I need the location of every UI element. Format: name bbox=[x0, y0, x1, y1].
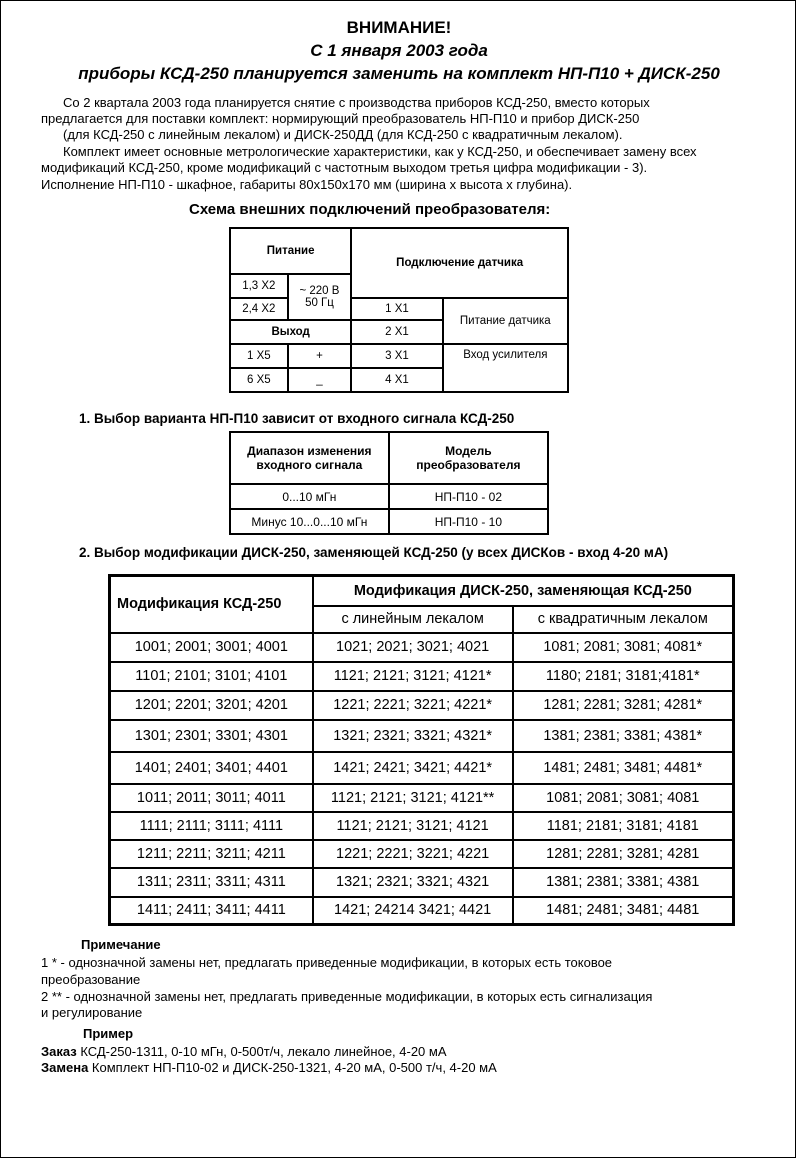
variant-col-model bbox=[389, 432, 548, 484]
output-terminal: 1 Х5 bbox=[230, 344, 288, 368]
modification-table bbox=[108, 574, 735, 926]
variant-col-range-line2: входного сигнала bbox=[256, 458, 363, 472]
ksd-cell: 1301; 2301; 3301; 4301 bbox=[110, 720, 313, 752]
ksd-cell: 1211; 2211; 3211; 4211 bbox=[110, 840, 313, 868]
power-frequency: 50 Гц bbox=[305, 297, 334, 309]
linear-cell: 1321; 2321; 3321; 4321* bbox=[313, 720, 513, 752]
variant-range-cell: 0...10 мГн bbox=[230, 484, 389, 509]
power-terminal: 1,3 Х2 bbox=[230, 274, 288, 298]
linear-cell: 1021; 2021; 3021; 4021 bbox=[313, 633, 513, 662]
modification-sub-linear: с линейным лекалом bbox=[313, 606, 513, 633]
output-terminal: 6 Х5 bbox=[230, 368, 288, 392]
variant-model-cell: НП-П10 - 10 bbox=[389, 509, 548, 534]
quadratic-cell: 1381; 2381; 3381; 4381* bbox=[513, 720, 734, 752]
ksd-cell: 1011; 2011; 3011; 4011 bbox=[110, 784, 313, 812]
output-header: Выход bbox=[230, 320, 351, 344]
ksd-cell: 1101; 2101; 3101; 4101 bbox=[110, 662, 313, 691]
sensor-terminal: 4 Х1 bbox=[351, 368, 442, 392]
variant-col-range bbox=[230, 432, 389, 484]
note-2-line-2: и регулирование bbox=[41, 1005, 143, 1020]
quadratic-cell: 1081; 2081; 3081; 4081 bbox=[513, 784, 734, 812]
intro-line-2: предлагается для поставки комплект: нормирующий преобразователь НП-П10 и прибор ДИСК-250 bbox=[41, 111, 640, 126]
intro-line-3: (для КСД-250 с линейным лекалом) и ДИСК-250ДД (для КСД-250 с квадратичным лекалом). bbox=[63, 127, 623, 142]
note-1-line-1: 1 * - однозначной замены нет, предлагать приведенные модификации, в которых есть токовое bbox=[41, 955, 613, 970]
linear-cell: 1221; 2221; 3221; 4221 bbox=[313, 840, 513, 868]
variant-model-cell: НП-П10 - 02 bbox=[389, 484, 548, 509]
power-value-cell bbox=[288, 274, 352, 320]
linear-cell: 1121; 2121; 3121; 4121 bbox=[313, 812, 513, 840]
connection-scheme-table bbox=[229, 227, 569, 393]
ksd-cell: 1001; 2001; 3001; 4001 bbox=[110, 633, 313, 662]
quadratic-cell: 1381; 2381; 3381; 4381 bbox=[513, 868, 734, 897]
notes-title: Примечание bbox=[81, 937, 161, 952]
sensor-terminal: 3 Х1 bbox=[351, 344, 442, 368]
note-2-line-1: 2 ** - однозначной замены нет, предлагать приведенные модификации, в которых есть сигнализация bbox=[41, 989, 653, 1004]
intro-line-6: Исполнение НП-П10 - шкафное, габариты 80х150х170 мм (ширина х высота х глубина). bbox=[41, 177, 573, 192]
example-replace-text: Комплект НП-П10-02 и ДИСК-250-1321, 4-20 мА, 0-500 т/ч, 4-20 мА bbox=[88, 1060, 497, 1075]
sensor-terminal: 2 Х1 bbox=[351, 320, 442, 344]
intro-line-5: модификаций КСД-250, кроме модификаций с частотным выходом третья цифра модификации - 3). bbox=[41, 160, 648, 175]
sensor-header: Подключение датчика bbox=[351, 228, 568, 298]
example-title: Пример bbox=[83, 1026, 134, 1041]
linear-cell: 1121; 2121; 3121; 4121* bbox=[313, 662, 513, 691]
quadratic-cell: 1481; 2481; 3481; 4481 bbox=[513, 897, 734, 925]
quadratic-cell: 1180; 2181; 3181;4181* bbox=[513, 662, 734, 691]
linear-cell: 1121; 2121; 3121; 4121** bbox=[313, 784, 513, 812]
modification-col-disk: Модификация ДИСК-250, заменяющая КСД-250 bbox=[313, 576, 734, 606]
sensor-power-label: Питание датчика bbox=[443, 298, 568, 344]
quadratic-cell: 1281; 2281; 3281; 4281 bbox=[513, 840, 734, 868]
sensor-input-label: Вход усилителя bbox=[443, 344, 568, 392]
ksd-cell: 1311; 2311; 3311; 4311 bbox=[110, 868, 313, 897]
power-voltage: ~ 220 В bbox=[299, 285, 340, 297]
ksd-cell: 1111; 2111; 3111; 4111 bbox=[110, 812, 313, 840]
intro-line-4: Комплект имеет основные метрологические характеристики, как у КСД-250, и обеспечивает замену всех bbox=[63, 144, 697, 159]
variant-title: 1. Выбор варианта НП-П10 зависит от входного сигнала КСД-250 bbox=[79, 411, 515, 426]
output-sign: _ bbox=[288, 368, 352, 392]
example-order-text: КСД-250-1311, 0-10 мГн, 0-500т/ч, лекало линейное, 4-20 мА bbox=[76, 1044, 447, 1059]
sensor-terminal: 1 Х1 bbox=[351, 298, 442, 320]
example-replacement bbox=[41, 1060, 497, 1076]
quadratic-cell: 1081; 2081; 3081; 4081* bbox=[513, 633, 734, 662]
ksd-cell: 1201; 2201; 3201; 4201 bbox=[110, 691, 313, 720]
scheme-title: Схема внешних подключений преобразователя: bbox=[189, 201, 551, 218]
quadratic-cell: 1481; 2481; 3481; 4481* bbox=[513, 752, 734, 784]
variant-range-cell: Минус 10...0...10 мГн bbox=[230, 509, 389, 534]
note-1-line-2: преобразование bbox=[41, 972, 141, 987]
header-warning: ВНИМАНИЕ! bbox=[346, 18, 452, 37]
linear-cell: 1221; 2221; 3221; 4221* bbox=[313, 691, 513, 720]
quadratic-cell: 1181; 2181; 3181; 4181 bbox=[513, 812, 734, 840]
example-order-label: Заказ bbox=[41, 1044, 77, 1059]
intro-line-1: Со 2 квартала 2003 года планируется снятие с производства приборов КСД-250, вместо которых bbox=[63, 95, 650, 110]
power-header: Питание bbox=[230, 228, 351, 274]
example-order bbox=[41, 1044, 447, 1060]
variant-table bbox=[229, 431, 549, 535]
header-date: С 1 января 2003 года bbox=[310, 41, 488, 60]
header-replacement: приборы КСД-250 планируется заменить на комплект НП-П10 + ДИСК-250 bbox=[78, 64, 720, 83]
modification-col-ksd: Модификация КСД-250 bbox=[110, 576, 313, 633]
example-replace-label: Замена bbox=[41, 1060, 89, 1075]
ksd-cell: 1411; 2411; 3411; 4411 bbox=[110, 897, 313, 925]
modification-sub-quadratic: с квадратичным лекалом bbox=[513, 606, 734, 633]
variant-col-model-line2: преобразователя bbox=[416, 458, 521, 472]
variant-col-range-line1: Диапазон изменения bbox=[247, 444, 372, 458]
power-terminal: 2,4 Х2 bbox=[230, 298, 288, 320]
ksd-cell: 1401; 2401; 3401; 4401 bbox=[110, 752, 313, 784]
linear-cell: 1421; 2421; 3421; 4421* bbox=[313, 752, 513, 784]
quadratic-cell: 1281; 2281; 3281; 4281* bbox=[513, 691, 734, 720]
linear-cell: 1421; 24214 3421; 4421 bbox=[313, 897, 513, 925]
modification-title: 2. Выбор модификации ДИСК-250, заменяющей КСД-250 (у всех ДИСКов - вход 4-20 мА) bbox=[79, 545, 669, 560]
output-sign: + bbox=[288, 344, 352, 368]
linear-cell: 1321; 2321; 3321; 4321 bbox=[313, 868, 513, 897]
variant-col-model-line1: Модель bbox=[445, 444, 492, 458]
